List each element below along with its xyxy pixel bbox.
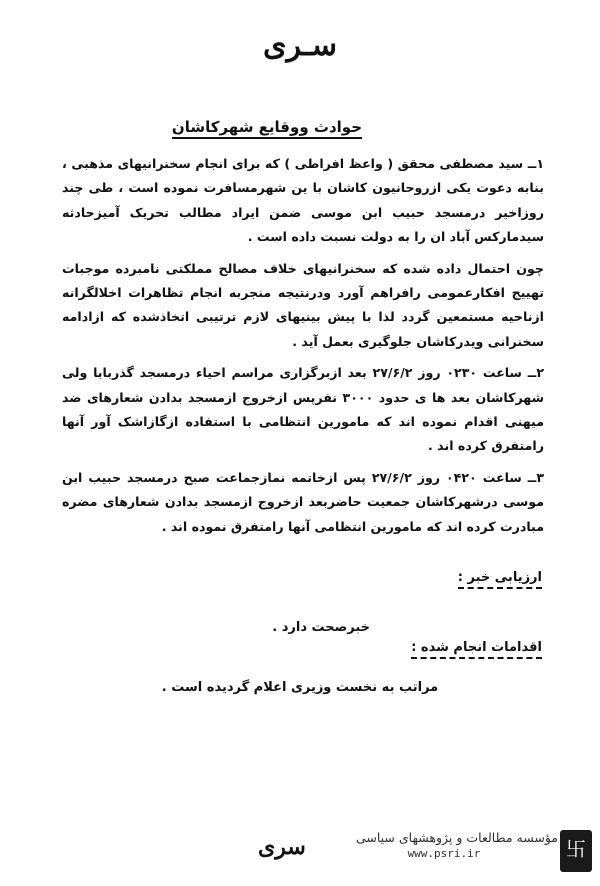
paragraph-4: ۳ــ ساعت ۰۴۲۰ روز ۲۷/۶/۲ پس ازخاتمه نمازجماعت صبح درمسجد حبیب ابن موسی درشهرکاشان جمعیت حاضربعد ازخروج ازمسجد بدادن شعارهای مضره مبادرت کرده اند که مامورین انتظامی آنها رامتفرق نموده اند . [62, 469, 544, 534]
psri-logo-icon: 卐 [560, 830, 592, 872]
evaluation-label-row [332, 570, 542, 585]
paragraph-2: چون احتمال داده شده که سخنرانیهای خلاف مصالح مملکتی نامبرده موجبات تهییج افکارعمومی رافراهم آورد ودرنتیجه منجربه انجام تظاهرات اخلالگرانه ازناحیه مستمعین گردد لذا با پیش بینیهای لازم ترتیبی اتخاذشده که ازادامه سخنرانی ویدرکاشان جلوگیری بعمل آید . [62, 260, 544, 349]
paragraph-3: ۲ــ ساعت ۰۲۳۰ روز ۲۷/۶/۲ بعد ازبرگزاری مراسم احیاء درمسجد گذربابا ولی شهرکاشان بعد ها ی حدود ۳۰۰۰ نفرپس ازخروج ازمسجد بدادن شعارهای ضد میهنی اقدام نموده اند که مامورین انتظامی با استفاده ازگازاشک آور آنها رامتفرق کرده اند . [62, 365, 544, 454]
actions-label-row [332, 640, 542, 655]
watermark-website: www.psri.ir [407, 847, 481, 860]
watermark-organization: مؤسسه مطالعات و پژوهشهای سیاسی [355, 830, 558, 845]
evaluation-label: ارزیابی خبر : [458, 570, 542, 589]
watermark [330, 830, 558, 860]
document-subject: حوادث ووقایع شهرکاشان [172, 118, 362, 139]
paragraph-1: ۱ــ سید مصطفی محقق ( واعظ افراطی ) که برای انجام سخنرانیهای مذهبی ، بنابه دعوت یکی ازروحانیون کاشان با ین شهرمسافرت نموده است ، طی چند روزاخیر درمسجد حبیب ابن موسی ضمن ایراد مطالب تحریک آمیزحادثه سیدمارکس آباد ان را به دولت نسبت داده است . [62, 156, 544, 245]
footer-classification: سرى [258, 834, 306, 860]
classification-heading: سـرى [263, 28, 337, 63]
document-body [62, 152, 544, 546]
forward-note: مراتب به نخست وزیری اعلام گردیده است . [161, 680, 439, 695]
actions-label: اقدامات انجام شده : [411, 640, 542, 659]
evaluation-value: خبرصحت دارد . [272, 620, 370, 635]
